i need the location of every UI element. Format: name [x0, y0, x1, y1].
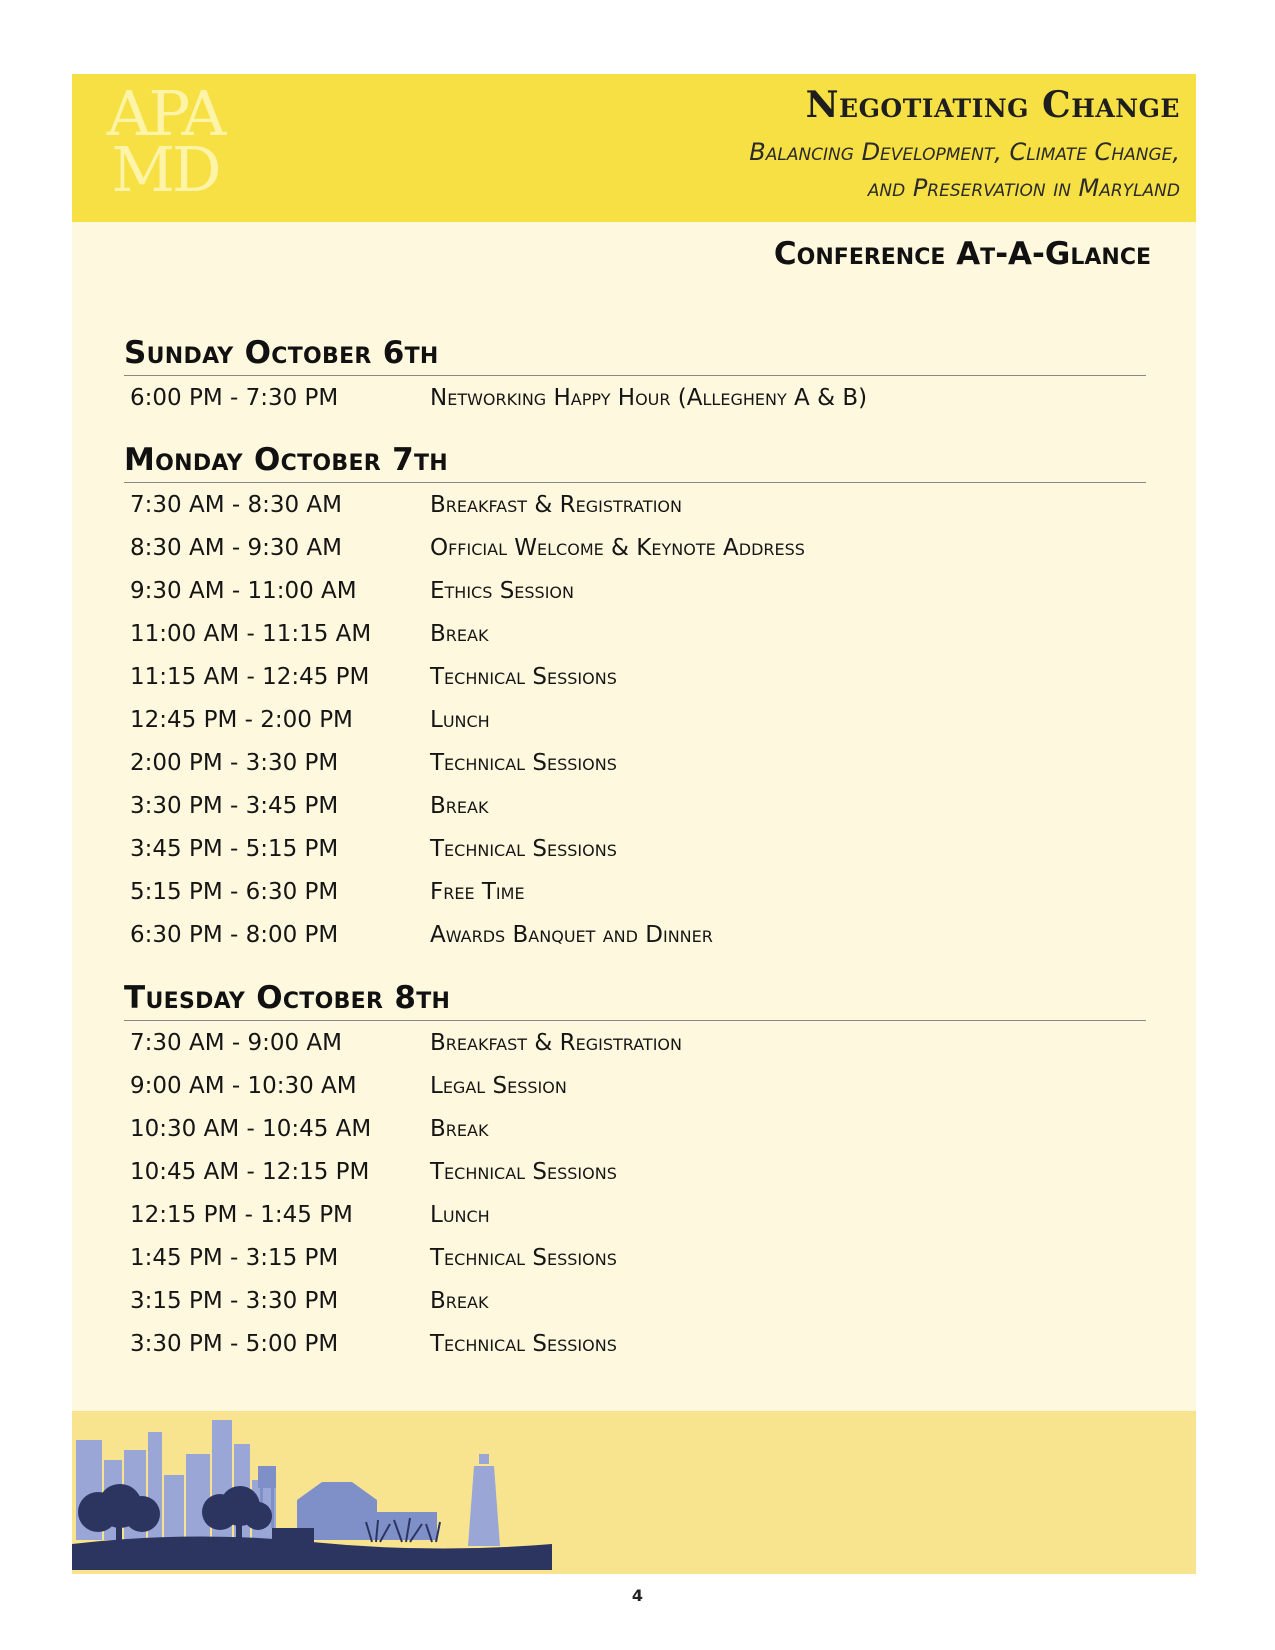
time-slot: 3:30 PM - 3:45 PM — [130, 792, 339, 819]
event-name: Technical Sessions — [430, 835, 617, 862]
day-section-tuesday — [124, 980, 1146, 1365]
schedule-row — [124, 1107, 1146, 1150]
event-name: Networking Happy Hour (Allegheny A & B) — [430, 384, 868, 411]
schedule-row — [124, 376, 1146, 419]
page-number: 4 — [631, 1586, 644, 1605]
schedule-row — [124, 1021, 1146, 1064]
event-name: Technical Sessions — [430, 1244, 617, 1271]
glance-title: Conference At-A-Glance — [773, 236, 1151, 272]
day-title: Tuesday October 8th — [124, 980, 1146, 1021]
subtitle-line-1: Balancing Development, Climate Change, — [749, 138, 1180, 166]
schedule-row — [124, 784, 1146, 827]
logo-line-1: APA — [106, 77, 224, 150]
conference-title: Negotiating Change — [805, 84, 1180, 126]
time-slot: 11:00 AM - 11:15 AM — [130, 620, 372, 647]
conference-subtitle — [480, 134, 1180, 206]
schedule-row — [124, 1150, 1146, 1193]
event-name: Technical Sessions — [430, 663, 617, 690]
time-slot: 12:45 PM - 2:00 PM — [130, 706, 353, 733]
event-name: Lunch — [430, 706, 490, 733]
time-slot: 9:00 AM - 10:30 AM — [130, 1072, 357, 1099]
day-title: Monday October 7th — [124, 442, 1146, 483]
schedule-row — [124, 1322, 1146, 1365]
schedule-row — [124, 1064, 1146, 1107]
event-name: Breakfast & Registration — [430, 1029, 682, 1056]
time-slot: 5:15 PM - 6:30 PM — [130, 878, 339, 905]
time-slot: 10:45 AM - 12:15 PM — [130, 1158, 370, 1185]
day-section-sunday — [124, 335, 1146, 419]
subtitle-line-2: and Preservation in Maryland — [867, 174, 1180, 202]
time-slot: 9:30 AM - 11:00 AM — [130, 577, 357, 604]
schedule-row — [124, 870, 1146, 913]
time-slot: 3:30 PM - 5:00 PM — [130, 1330, 339, 1357]
event-name: Break — [430, 792, 489, 819]
time-slot: 3:15 PM - 3:30 PM — [130, 1287, 339, 1314]
schedule-row — [124, 526, 1146, 569]
schedule-row — [124, 1279, 1146, 1322]
lighthouse-icon — [468, 1454, 500, 1546]
event-name: Breakfast & Registration — [430, 491, 682, 518]
time-slot: 10:30 AM - 10:45 AM — [130, 1115, 372, 1142]
event-name: Official Welcome & Keynote Address — [430, 534, 805, 561]
schedule-row — [124, 827, 1146, 870]
event-name: Technical Sessions — [430, 749, 617, 776]
landscape-illustration — [72, 1420, 552, 1570]
schedule-row — [124, 1236, 1146, 1279]
time-slot: 7:30 AM - 8:30 AM — [130, 491, 342, 518]
day-title: Sunday October 6th — [124, 335, 1146, 376]
schedule-row — [124, 655, 1146, 698]
schedule-row — [124, 483, 1146, 526]
time-slot: 3:45 PM - 5:15 PM — [130, 835, 339, 862]
time-slot: 8:30 AM - 9:30 AM — [130, 534, 342, 561]
schedule-row — [124, 698, 1146, 741]
schedule-row — [124, 1193, 1146, 1236]
event-name: Free Time — [430, 878, 525, 905]
event-name: Break — [430, 1287, 489, 1314]
time-slot: 1:45 PM - 3:15 PM — [130, 1244, 339, 1271]
event-name: Lunch — [430, 1201, 490, 1228]
time-slot: 7:30 AM - 9:00 AM — [130, 1029, 342, 1056]
apa-md-logo — [90, 77, 240, 206]
schedule-row — [124, 612, 1146, 655]
day-section-monday — [124, 442, 1146, 956]
event-name: Break — [430, 1115, 489, 1142]
schedule-row — [124, 741, 1146, 784]
event-name: Break — [430, 620, 489, 647]
event-name: Ethics Session — [430, 577, 574, 604]
event-name: Technical Sessions — [430, 1330, 617, 1357]
time-slot: 12:15 PM - 1:45 PM — [130, 1201, 353, 1228]
event-name: Legal Session — [430, 1072, 567, 1099]
time-slot: 6:30 PM - 8:00 PM — [130, 921, 339, 948]
event-name: Technical Sessions — [430, 1158, 617, 1185]
event-name: Awards Banquet and Dinner — [430, 921, 713, 948]
logo-line-2: MD — [111, 133, 219, 206]
time-slot: 11:15 AM - 12:45 PM — [130, 663, 370, 690]
schedule-row — [124, 569, 1146, 612]
time-slot: 2:00 PM - 3:30 PM — [130, 749, 339, 776]
schedule-row — [124, 913, 1146, 956]
time-slot: 6:00 PM - 7:30 PM — [130, 384, 339, 411]
